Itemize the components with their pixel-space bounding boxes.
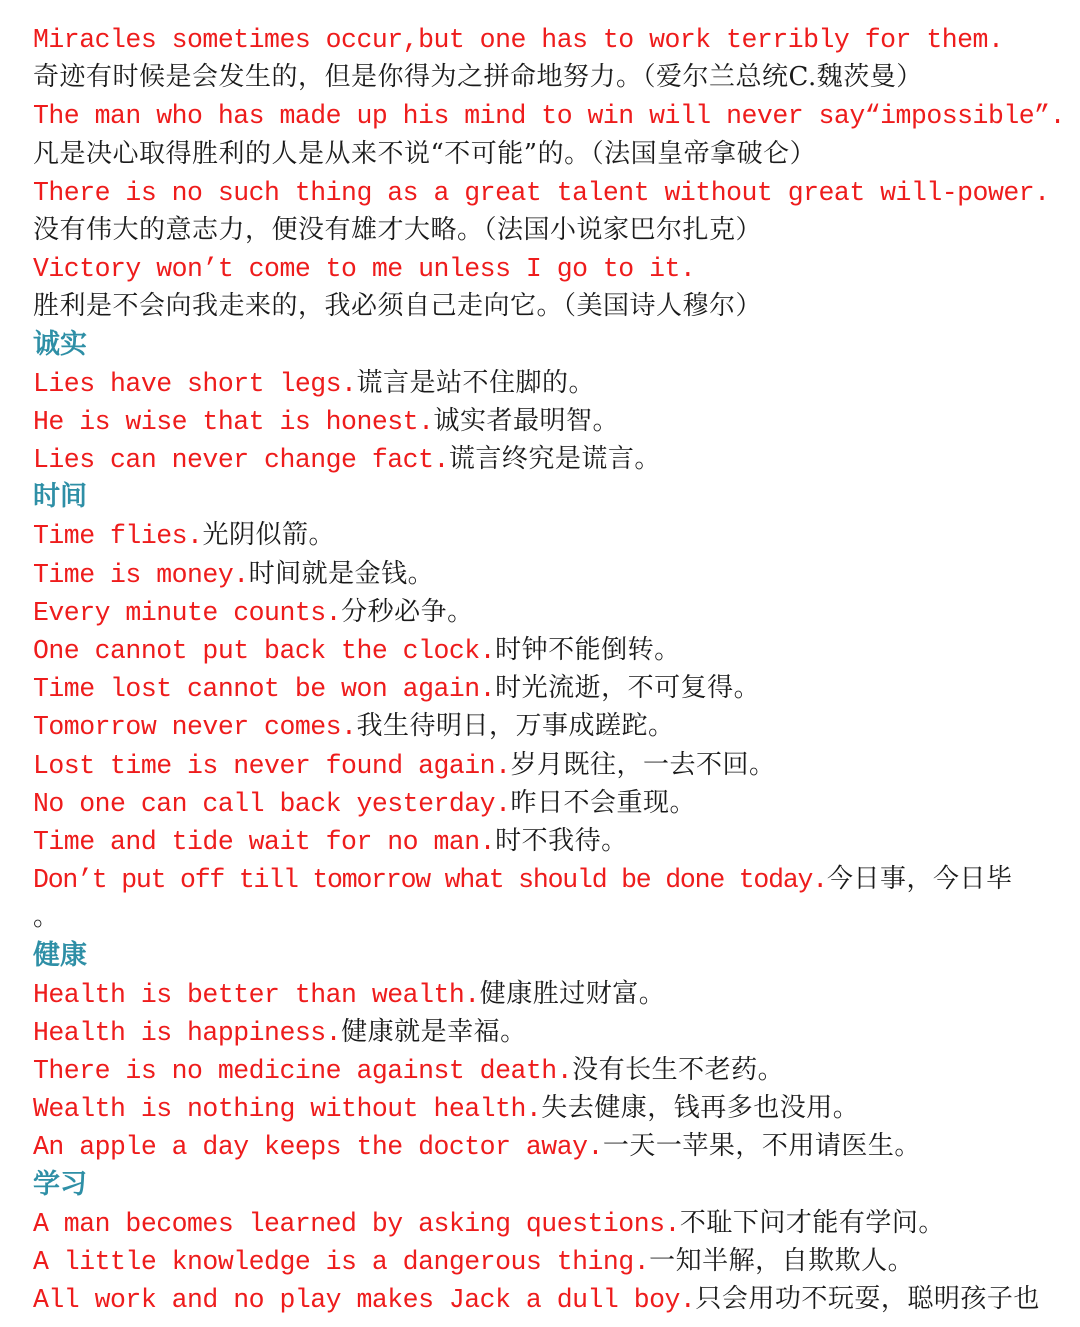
proverb-line bbox=[33, 1280, 1068, 1318]
proverb-chinese: 时钟不能倒转。 bbox=[495, 635, 681, 665]
quote-english: Miracles sometimes occur,but one has to work terribly for them. bbox=[33, 25, 1004, 55]
quote-en-line bbox=[33, 173, 1068, 211]
proverb-line bbox=[33, 1242, 1068, 1280]
quote-zh-line bbox=[33, 211, 1068, 249]
wrapped-punctuation-line bbox=[33, 898, 1068, 936]
proverb-line bbox=[33, 975, 1068, 1013]
proverb-line bbox=[33, 631, 1068, 669]
quote-en-line bbox=[33, 96, 1068, 134]
proverb-line bbox=[33, 364, 1068, 402]
quote-chinese: 奇迹有时候是会发生的，但是你得为之拼命地努力。（爱尔兰总统C.魏茨曼） bbox=[33, 62, 923, 93]
quote-en-line bbox=[33, 249, 1068, 287]
proverb-line bbox=[33, 1013, 1068, 1051]
proverb-chinese: 今日事，今日毕 bbox=[826, 864, 1013, 895]
proverb-chinese: 分秒必争。 bbox=[341, 596, 474, 627]
proverb-english: Lies can never change fact. bbox=[33, 445, 449, 476]
section-heading-health bbox=[33, 937, 1068, 975]
proverb-line bbox=[33, 746, 1068, 784]
proverb-chinese: 一天一苹果，不用请医生。 bbox=[602, 1131, 921, 1162]
proverb-english: Lies have short legs. bbox=[33, 368, 357, 399]
proverb-chinese: 诚实者最明智。 bbox=[433, 405, 619, 436]
proverb-chinese: 失去健康，钱再多也没用。 bbox=[541, 1093, 860, 1124]
quote-zh-line bbox=[33, 58, 1068, 96]
proverb-english: Time lost cannot be won again. bbox=[33, 674, 496, 705]
proverb-line bbox=[33, 555, 1068, 593]
proverb-english: Lost time is never found again. bbox=[33, 750, 511, 781]
proverb-english: Every minute counts. bbox=[33, 597, 342, 628]
quote-english: There is no such thing as a great talent without great will-power. bbox=[33, 177, 1050, 208]
proverb-english: No one can call back yesterday. bbox=[33, 788, 511, 819]
proverb-english: Time is money. bbox=[33, 559, 249, 590]
proverb-english: Don’t put off till tomorrow what should be done today. bbox=[33, 865, 827, 896]
quote-zh-line bbox=[33, 135, 1068, 173]
quote-en-line bbox=[33, 20, 1068, 58]
proverb-line bbox=[33, 593, 1068, 631]
proverb-english: Health is better than wealth. bbox=[33, 979, 480, 1010]
section-title: 诚实 bbox=[33, 328, 87, 360]
proverb-english: All work and no play makes Jack a dull boy. bbox=[33, 1285, 696, 1316]
proverb-chinese: 一知半解，自欺欺人。 bbox=[649, 1246, 915, 1276]
proverb-chinese: 谎言终究是谎言。 bbox=[448, 444, 661, 475]
proverb-english: He is wise that is honest. bbox=[33, 406, 434, 437]
quote-zh-line bbox=[33, 287, 1068, 325]
quote-chinese: 胜利是不会向我走来的，我必须自己走向它。（美国诗人穆尔） bbox=[33, 291, 763, 322]
proverb-chinese: 光阴似箭。 bbox=[202, 520, 335, 551]
proverb-line bbox=[33, 1051, 1068, 1089]
proverb-line bbox=[33, 1204, 1068, 1242]
proverb-english: Tomorrow never comes. bbox=[33, 712, 357, 743]
proverb-line bbox=[33, 822, 1068, 860]
proverb-chinese: 昨日不会重现。 bbox=[510, 787, 696, 818]
proverb-chinese: 时光流逝，不可复得。 bbox=[495, 673, 761, 704]
proverb-line bbox=[33, 707, 1068, 745]
quote-chinese: 凡是决心取得胜利的人是从来不说“不可能”的。（法国皇帝拿破仑） bbox=[33, 138, 817, 169]
proverb-line bbox=[33, 860, 1068, 898]
proverb-english: A man becomes learned by asking questions. bbox=[33, 1208, 680, 1239]
section-heading-study bbox=[33, 1166, 1068, 1204]
proverb-chinese: 谎言是站不住脚的。 bbox=[356, 367, 595, 398]
quote-chinese: 没有伟大的意志力，便没有雄才大略。（法国小说家巴尔扎克） bbox=[33, 214, 763, 245]
section-heading-honesty bbox=[33, 326, 1068, 364]
proverb-chinese: 我生待明日，万事成蹉跎。 bbox=[356, 711, 675, 742]
proverb-english: Time and tide wait for no man. bbox=[33, 826, 496, 857]
proverb-english: One cannot put back the clock. bbox=[33, 636, 496, 666]
wrapped-period: 。 bbox=[33, 902, 60, 933]
proverb-english: Wealth is nothing without health. bbox=[33, 1094, 542, 1125]
proverb-english: Health is happiness. bbox=[33, 1017, 342, 1048]
proverb-english: An apple a day keeps the doctor away. bbox=[33, 1132, 603, 1163]
proverb-chinese: 没有长生不老药。 bbox=[572, 1055, 785, 1086]
proverb-line bbox=[33, 402, 1068, 440]
proverb-chinese: 岁月既往，一去不回。 bbox=[510, 749, 776, 780]
quote-document bbox=[33, 20, 1068, 1318]
proverb-line bbox=[33, 1089, 1068, 1127]
section-heading-time bbox=[33, 478, 1068, 516]
proverb-chinese: 时不我待。 bbox=[495, 825, 628, 856]
proverb-chinese: 健康就是幸福。 bbox=[341, 1016, 527, 1047]
quote-english: The man who has made up his mind to win will never say“impossible”. bbox=[33, 101, 1065, 132]
proverb-english: There is no medicine against death. bbox=[33, 1056, 573, 1087]
proverb-line bbox=[33, 1127, 1068, 1165]
proverb-chinese: 只会用功不玩耍，聪明孩子也 bbox=[695, 1284, 1040, 1315]
section-title: 学习 bbox=[33, 1168, 87, 1200]
proverb-english: Time flies. bbox=[33, 521, 203, 552]
proverb-chinese: 不耻下问才能有学问。 bbox=[679, 1207, 945, 1238]
proverb-chinese: 时间就是金钱。 bbox=[248, 558, 435, 589]
quote-english: Victory won’t come to me unless I go to it. bbox=[33, 254, 696, 285]
proverb-chinese: 健康胜过财富。 bbox=[479, 978, 666, 1009]
section-title: 健康 bbox=[33, 939, 87, 971]
proverb-line bbox=[33, 440, 1068, 478]
proverb-line bbox=[33, 516, 1068, 554]
proverb-line bbox=[33, 669, 1068, 707]
proverb-line bbox=[33, 784, 1068, 822]
proverb-english: A little knowledge is a dangerous thing. bbox=[33, 1247, 650, 1277]
section-title: 时间 bbox=[33, 481, 87, 513]
